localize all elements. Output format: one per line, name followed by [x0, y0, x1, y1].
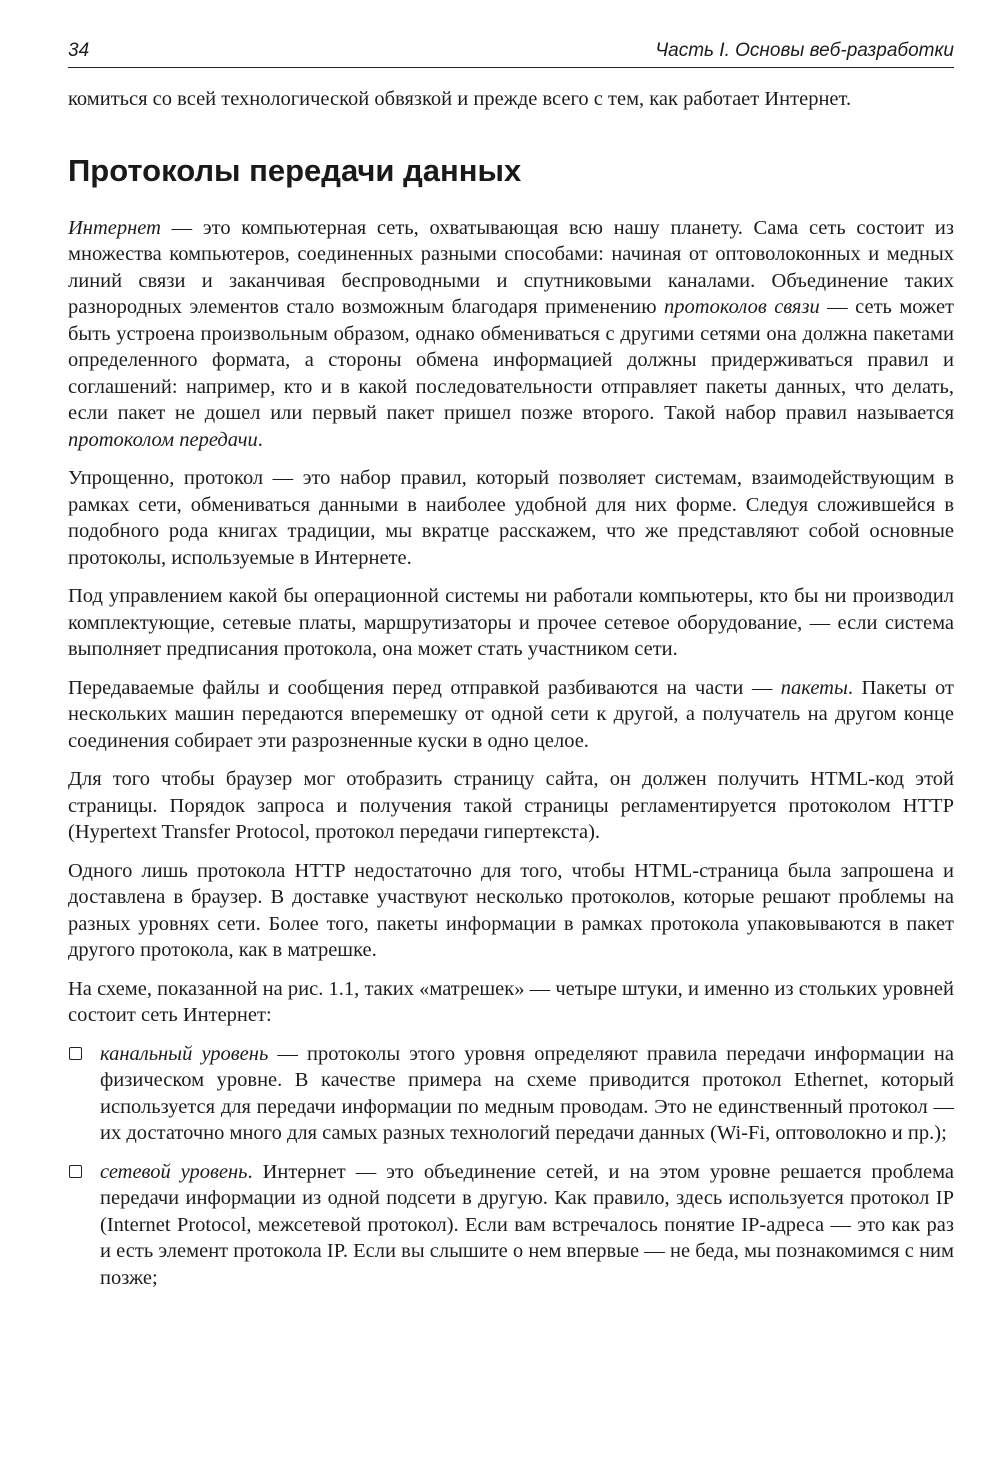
paragraph-text: — сеть может быть устроена произвольным образом, однако обмениваться с другими сетями она должна пакетами определенного формата, а стороны обмена информацией должны придерживаться правил и соглашений: например, кто и в какой последовательности отправляет пакеты данных, что делать, если пакет не дошел или первый пакет пришел позже второго. Такой набор правил называется: [68, 296, 955, 424]
paragraph-text: . Пакеты от нескольких машин передаются вперемешку от одной сети к другой, а получатель на другом конце соединения собирает эти разрозненные куски в одно целое.: [68, 676, 954, 752]
paragraph-text: — это компьютерная сеть, охватывающая всю нашу планету. Сама сеть состоит из множества компьютеров, соединенных разными способами: начиная от оптоволоконных и медных линий связи и заканчивая беспроводными и спутниковыми каналами. Объединение таких разнородных элементов стало возможным благодаря применению: [68, 216, 954, 318]
list-item-link-layer: [68, 1041, 954, 1147]
term-packets: пакеты: [780, 676, 848, 699]
running-title: Часть I. Основы веб-разработки: [655, 40, 954, 61]
list-item-network-layer: [68, 1159, 954, 1292]
network-levels-list: [68, 1041, 954, 1292]
term-transfer-protocol: протоколом передачи: [68, 428, 258, 451]
paragraph-four-levels: На схеме, показанной на рис. 1.1, таких «матрешек» — четыре штуки, и именно из стольких уровней состоит сеть Интернет:: [68, 977, 954, 1026]
paragraph-text: Передаваемые файлы и сообщения перед отправкой разбиваются на части —: [68, 676, 781, 699]
list-item-text: — протоколы этого уровня определяют правила передачи информации на физическом уровне. В качестве примера на схеме приводится протокол Ethernet, который используется для передачи информации по медным проводам. Это не единственный протокол — их достаточно много для самых разных технологий передачи данных (Wi-Fi, оптоволокно и пр.);: [100, 1042, 954, 1144]
term-network-layer: сетевой уровень: [100, 1160, 248, 1183]
paragraph-protocol-definition: Упрощенно, протокол — это набор правил, который позволяет системам, взаимодействующим в рамках сети, обмениваться данными в наиболее удобной для них форме. Следуя сложившейся в подобного рода книгах традиции, мы вкратце расскажем, что же представляют собой основные протоколы, используемые в Интернете.: [68, 467, 954, 569]
term-communication-protocols: протоколов связи: [664, 296, 820, 318]
page-number: 34: [68, 40, 90, 61]
book-page: [68, 38, 954, 1303]
paragraph-os-independence: Под управлением какой бы операционной системы ни работали компьютеры, кто бы ни производил комплектующие, сетевые платы, маршрутизаторы и прочее сетевое оборудование, — если система выполняет предписания протокола, она может стать участником сети.: [68, 585, 954, 660]
paragraph-http: Для того чтобы браузер мог отобразить страницу сайта, он должен получить HTML-код этой страницы. Порядок запроса и получения такой страницы регламентируется протоколом HTTP (Hypertext Transfer Protocol, протокол передачи гипертекста).: [68, 768, 954, 843]
intro-paragraph: комиться со всей технологической обвязкой и прежде всего с тем, как работает Интернет.: [68, 88, 852, 110]
running-header: [68, 38, 954, 68]
paragraph-text: .: [257, 428, 263, 451]
term-link-layer: канальный уровень: [100, 1042, 269, 1065]
term-internet: Интернет: [68, 216, 161, 239]
paragraph-matryoshka: Одного лишь протокола HTTP недостаточно для того, чтобы HTML-страница была запрошена и доставлена в браузер. В доставке участвуют несколько протоколов, которые решают проблемы на разных уровнях сети. Более того, пакеты информации в рамках протокола упаковываются в пакет другого протокола, как в матрешке.: [68, 859, 954, 961]
checkbox-bullet-icon: [69, 1047, 82, 1060]
list-item-text: . Интернет — это объединение сетей, и на этом уровне решается проблема передачи информации из одной подсети в другую. Как правило, здесь используется протокол IP (Internet Protocol, межсетевой протокол). Если вам встречалось понятие IP-адреса — это как раз и есть элемент протокола IP. Если вы слышите о нем впервые — не беда, мы познакомимся с ним позже;: [100, 1160, 955, 1289]
section-title: Протоколы передачи данных: [68, 152, 522, 188]
checkbox-bullet-icon: [69, 1165, 82, 1178]
paragraph-internet: [68, 215, 954, 454]
paragraph-packets: [68, 675, 954, 755]
